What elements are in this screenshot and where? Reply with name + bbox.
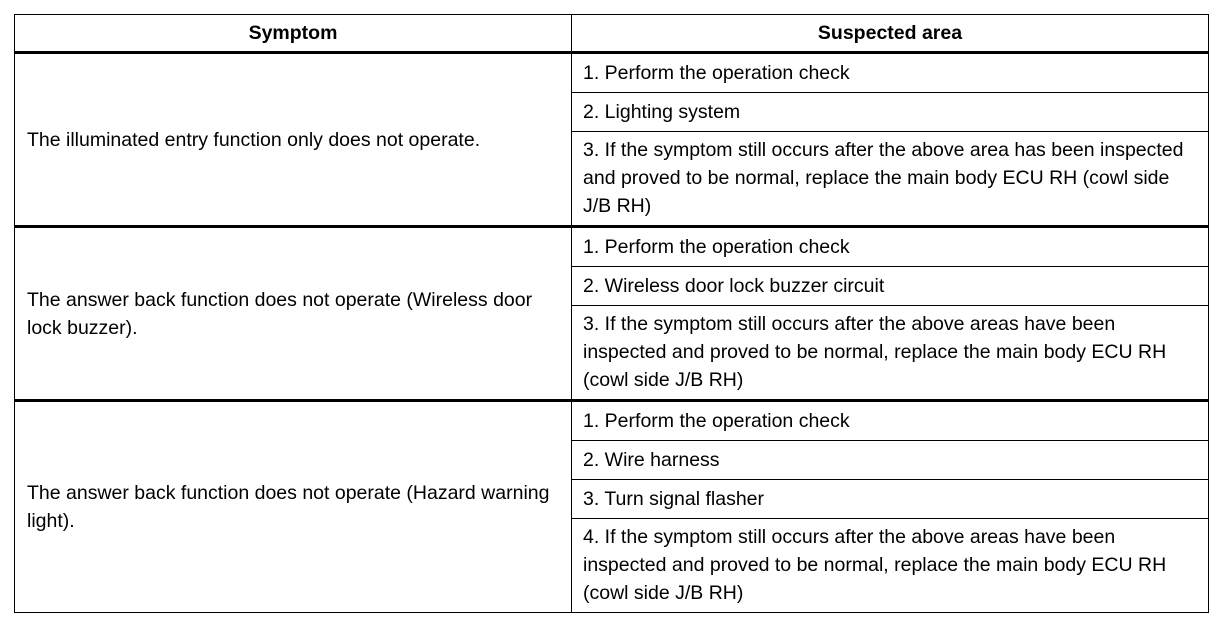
symptom-group-illuminated-entry (15, 53, 1209, 227)
suspected-area-cell: 3. If the symptom still occurs after the above areas have been inspected and proved to be normal, replace the main body ECU RH (cowl side J/B RH) (572, 306, 1209, 401)
suspected-area-cell: 2. Wireless door lock buzzer circuit (572, 267, 1209, 306)
symptom-cell: The illuminated entry function only does not operate. (15, 53, 572, 227)
troubleshooting-table (14, 14, 1209, 613)
suspected-area-cell: 3. Turn signal flasher (572, 480, 1209, 519)
table-row (15, 227, 1209, 267)
suspected-area-cell: 1. Perform the operation check (572, 227, 1209, 267)
suspected-area-cell: 1. Perform the operation check (572, 401, 1209, 441)
suspected-area-cell: 2. Wire harness (572, 441, 1209, 480)
header-suspected-area: Suspected area (572, 15, 1209, 53)
symptom-cell: The answer back function does not operate (Wireless door lock buzzer). (15, 227, 572, 401)
symptom-cell: The answer back function does not operate (Hazard warning light). (15, 401, 572, 613)
symptom-group-wireless-buzzer (15, 227, 1209, 401)
table-row (15, 401, 1209, 441)
suspected-area-cell: 1. Perform the operation check (572, 53, 1209, 93)
table-row (15, 53, 1209, 93)
suspected-area-cell: 4. If the symptom still occurs after the above areas have been inspected and proved to be normal, replace the main body ECU RH (cowl side J/B RH) (572, 519, 1209, 613)
table-header-row (15, 15, 1209, 53)
suspected-area-cell: 3. If the symptom still occurs after the above area has been inspected and proved to be normal, replace the main body ECU RH (cowl side J/B RH) (572, 132, 1209, 227)
header-symptom: Symptom (15, 15, 572, 53)
suspected-area-cell: 2. Lighting system (572, 93, 1209, 132)
symptom-group-hazard-warning (15, 401, 1209, 613)
